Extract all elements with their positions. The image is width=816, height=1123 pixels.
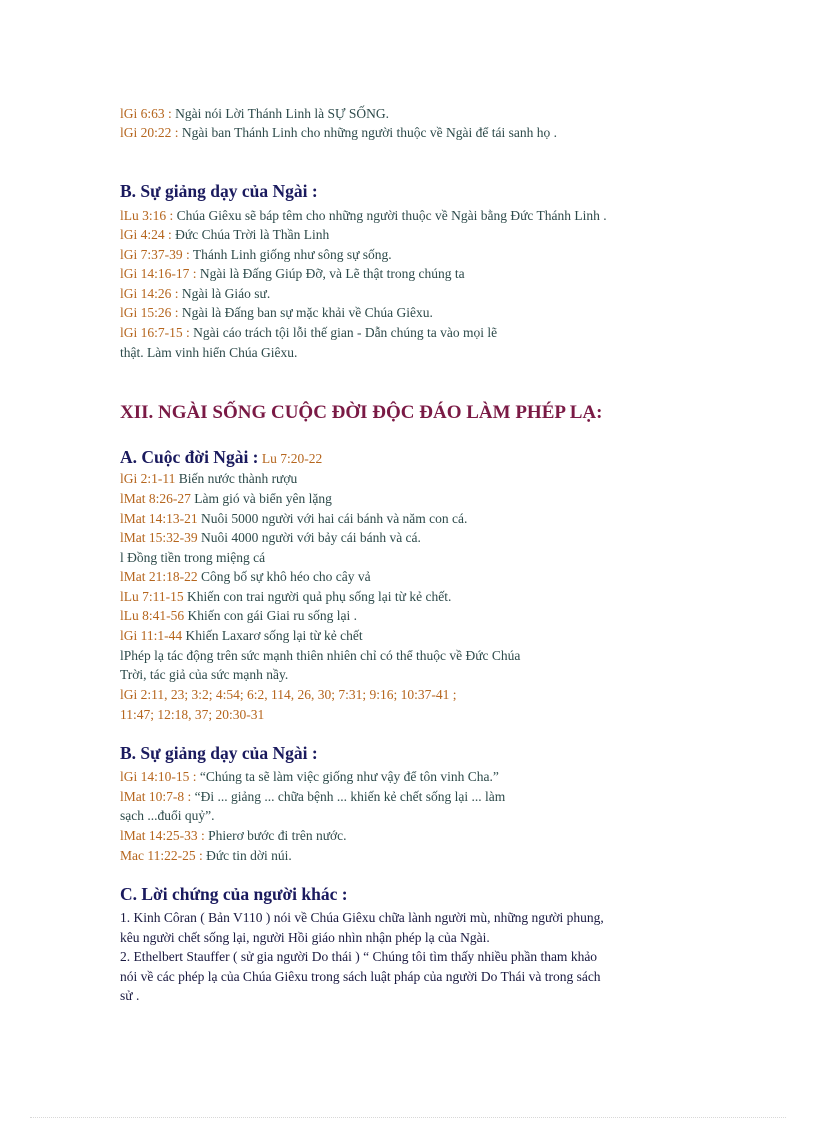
verse-text: lPhép lạ tác động trên sức mạnh thiên nhiên chỉ có thể thuộc về Đức Chúa [120, 648, 521, 663]
verse-text: Phierơ bước đi trên nước. [204, 828, 347, 843]
verse-ref: Mac 11:22-25 : [120, 848, 203, 863]
verse-line [120, 588, 451, 606]
verse-continuation: sạch ...đuổi quỷ”. [120, 808, 215, 823]
verse-line [120, 285, 270, 303]
verse-line [120, 470, 297, 488]
verse-line [120, 207, 607, 225]
verse-text: Công bố sự khô héo cho cây vả [197, 569, 371, 584]
verse-text: “Đi ... giảng ... chữa bệnh ... khiến kẻ chết sống lại ... làm [191, 789, 506, 804]
verse-ref: lLu 3:16 : [120, 208, 174, 223]
verse-ref: lLu 8:41-56 [120, 608, 185, 623]
verse-ref: lMat 14:13-21 [120, 511, 198, 526]
verse-text: Làm gió và biển yên lặng [190, 491, 332, 506]
verse-ref: lGi 20:22 : [120, 125, 179, 140]
verse-line [120, 768, 499, 786]
verse-ref: lLu 7:11-15 [120, 589, 184, 604]
paragraph-line: kêu người chết sống lại, người Hồi giáo nhìn nhận phép lạ của Ngài. [120, 930, 490, 945]
verse-ref: lMat 8:26-27 [120, 491, 191, 506]
verse-line [120, 226, 329, 244]
section-heading: C. Lời chứng của người khác : [120, 884, 348, 904]
verse-text: Thánh Linh giống như sông sự sống. [189, 247, 392, 262]
verse-line [120, 647, 520, 665]
page-bottom-rule [30, 1117, 786, 1118]
verse-ref: lMat 21:18-22 [120, 569, 198, 584]
verse-line [120, 847, 292, 865]
verse-text: Nuôi 5000 người với hai cái bánh và năm con cá. [197, 511, 468, 526]
verse-line [120, 490, 332, 508]
verse-line [120, 510, 467, 528]
verse-text: Ngài cáo trách tội lỗi thế gian - Dẫn chúng ta vào mọi lẽ [189, 325, 498, 340]
verse-line [120, 549, 265, 567]
section-heading [120, 447, 322, 468]
verse-line [120, 529, 421, 547]
verse-text: Khiến con gái Giai ru sống lại . [184, 608, 357, 623]
verse-line [120, 105, 389, 123]
verse-ref: Lu 7:20-22 [258, 451, 323, 466]
verse-text: Khiến con trai người quả phụ sống lại từ kẻ chết. [183, 589, 452, 604]
verse-ref: lGi 6:63 : [120, 106, 172, 121]
verse-ref: lGi 2:1-11 [120, 471, 176, 486]
paragraph-line: 2. Ethelbert Stauffer ( sử gia người Do thái ) “ Chúng tôi tìm thấy nhiều phần tham khảo [120, 949, 598, 964]
verse-text: Ngài nói Lời Thánh Linh là SỰ SỐNG. [171, 106, 389, 121]
verse-line [120, 124, 557, 142]
verse-text: Ngài ban Thánh Linh cho những người thuộc về Ngài để tái sanh họ . [178, 125, 557, 140]
paragraph-line: sử . [120, 988, 140, 1003]
verse-ref: lMat 14:25-33 : [120, 828, 205, 843]
paragraph-line: 1. Kinh Côran ( Bản V110 ) nói về Chúa Giêxu chữa lành người mù, những người phung, [120, 910, 604, 925]
verse-continuation: thật. Làm vinh hiển Chúa Giêxu. [120, 345, 298, 360]
verse-ref: lGi 11:1-44 [120, 628, 183, 643]
verse-ref-list: lGi 2:11, 23; 3:2; 4:54; 6:2, 114, 26, 30; 7:31; 9:16; 10:37-41 ; [120, 687, 457, 702]
verse-ref: lGi 15:26 : [120, 305, 179, 320]
verse-ref: lMat 15:32-39 [120, 530, 198, 545]
verse-line [120, 304, 433, 322]
verse-text: Đức Chúa Trời là Thần Linh [171, 227, 330, 242]
verse-ref: lGi 14:16-17 : [120, 266, 197, 281]
verse-text: Ngài là Đấng Giúp Đỡ, và Lẽ thật trong chúng ta [196, 266, 465, 281]
verse-text: Khiến Laxarơ sống lại từ kẻ chết [182, 628, 363, 643]
verse-line [120, 246, 392, 264]
verse-line [120, 827, 347, 845]
verse-ref: lGi 16:7-15 : [120, 325, 190, 340]
verse-line [120, 568, 371, 586]
verse-text: “Chúng ta sẽ làm việc giống như vậy để tôn vinh Cha.” [196, 769, 499, 784]
section-heading: B. Sự giảng dạy của Ngài : [120, 181, 318, 201]
verse-line [120, 607, 357, 625]
verse-continuation: Trời, tác giả của sức mạnh nầy. [120, 667, 289, 682]
verse-text: Chúa Giêxu sẽ báp têm cho những người thuộc về Ngài bằng Đức Thánh Linh . [173, 208, 607, 223]
verse-text: Ngài là Đấng ban sự mặc khải về Chúa Giêxu. [178, 305, 433, 320]
verse-text: Ngài là Giáo sư. [178, 286, 271, 301]
paragraph-line: nói về các phép lạ của Chúa Giêxu trong sách luật pháp của người Do Thái và trong sách [120, 969, 601, 984]
verse-ref: lGi 7:37-39 : [120, 247, 190, 262]
verse-ref-list: 11:47; 12:18, 37; 20:30-31 [120, 707, 265, 722]
chapter-heading: XII. NGÀI SỐNG CUỘC ĐỜI ĐỘC ĐÁO LÀM PHÉP LẠ: [120, 402, 603, 423]
section-heading: B. Sự giảng dạy của Ngài : [120, 743, 318, 763]
verse-line [120, 324, 497, 342]
verse-text: Đức tin dời núi. [202, 848, 292, 863]
verse-ref: lGi 14:10-15 : [120, 769, 197, 784]
verse-line [120, 627, 363, 645]
verse-text: Biến nước thành rượu [175, 471, 298, 486]
section-heading-text: A. Cuộc đời Ngài : [120, 447, 259, 467]
verse-ref: lGi 4:24 : [120, 227, 172, 242]
verse-text: Nuôi 4000 người với bảy cái bánh và cá. [197, 530, 421, 545]
verse-text: l Đồng tiền trong miệng cá [120, 550, 266, 565]
verse-ref: lGi 14:26 : [120, 286, 179, 301]
verse-line [120, 265, 465, 283]
verse-ref: lMat 10:7-8 : [120, 789, 192, 804]
verse-line [120, 788, 505, 806]
